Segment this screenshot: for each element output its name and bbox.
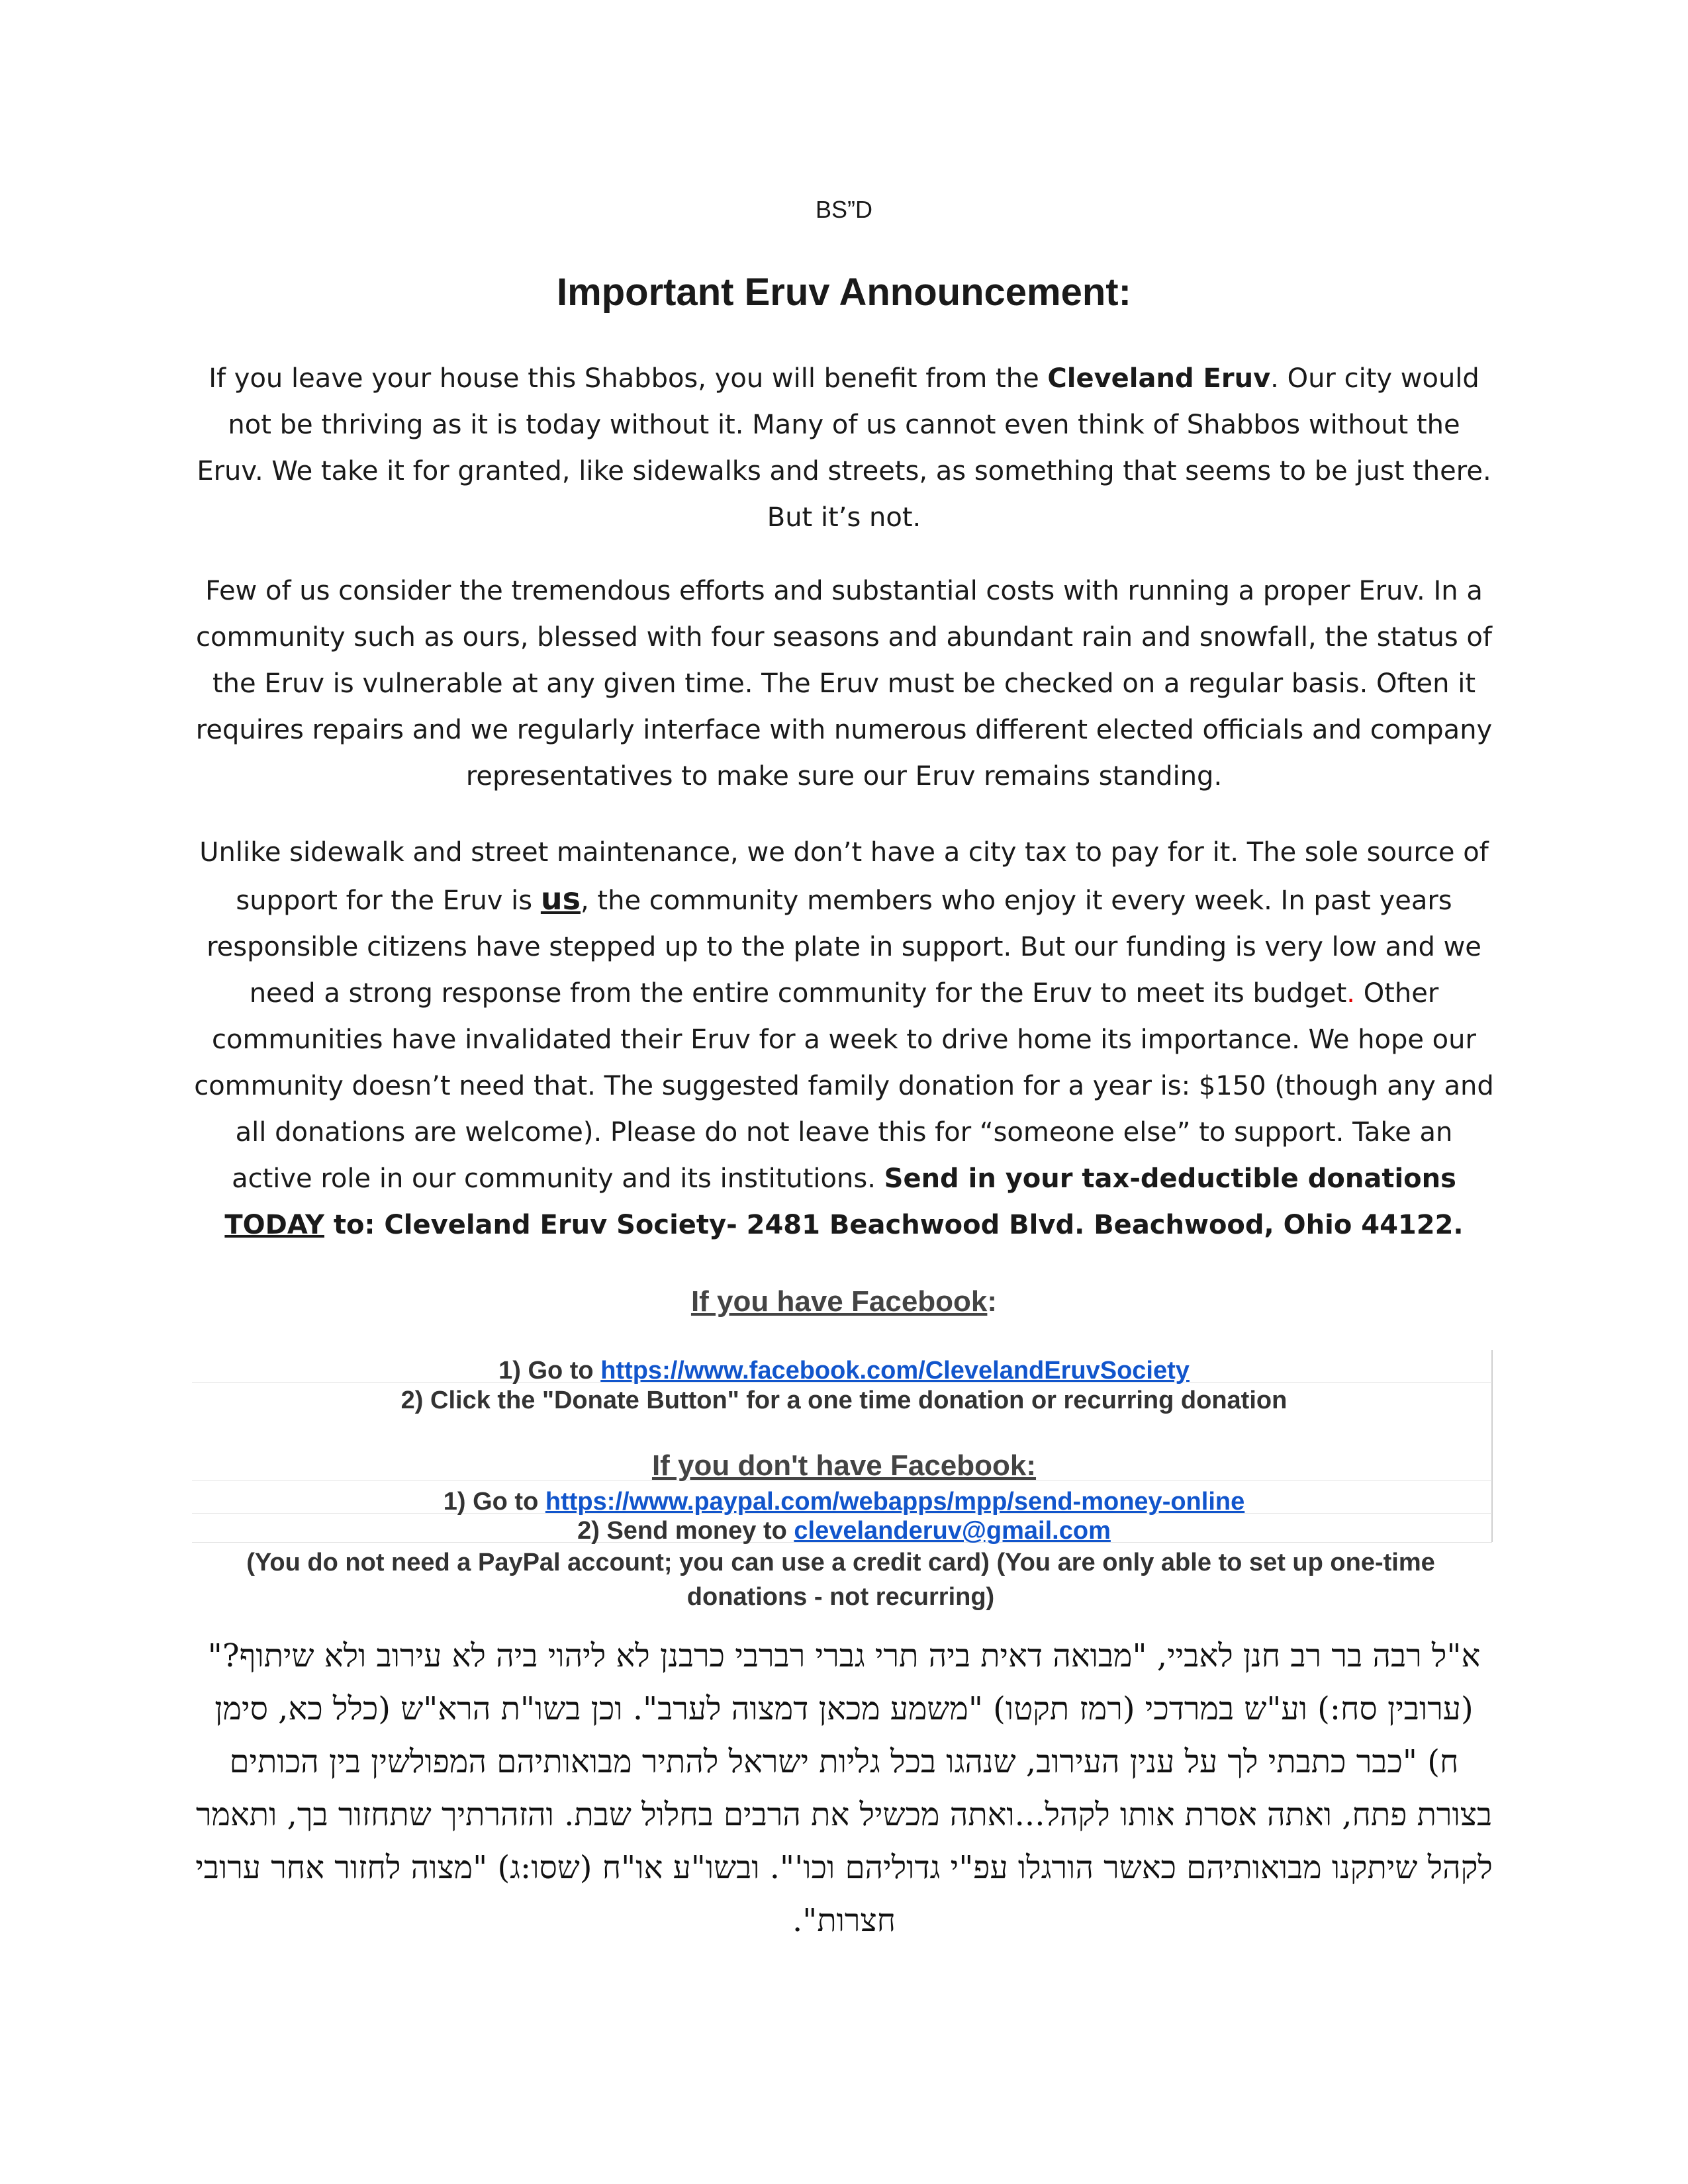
no-facebook-heading <box>0 1449 1688 1482</box>
paypal-link[interactable]: https://www.paypal.com/webapps/mpp/send-money-online <box>545 1488 1245 1516</box>
intro-paragraph <box>192 355 1496 541</box>
facebook-heading-colon: : <box>987 1285 998 1318</box>
paypal-note: (You do not need a PayPal account; you can use a credit card) (You are only able to set up one-time donations - not recurring) <box>246 1549 1435 1611</box>
page-title: Important Eruv Announcement: <box>557 271 1131 314</box>
no-facebook-heading-text: If you don't have Facebook: <box>651 1449 1037 1482</box>
efforts-paragraph: Few of us consider the tremendous efforts and substantial costs with running a proper Eruv. In a community such as ours, blessed with four seasons and abundant rain and snowfall, the status of the Eruv is vulnerable at any given time. The Eruv must be checked on a regular basis. Often it requires repairs and we regularly interface with numerous different elected officials and company representatives to make sure our Eruv remains standing. <box>195 576 1493 792</box>
cleveland-eruv-emphasis: Cleveland Eruv <box>1047 363 1271 394</box>
support-paragraph <box>192 829 1496 1248</box>
facebook-heading <box>0 1285 1688 1318</box>
paypal-step-2-label: 2) Send money to <box>577 1517 794 1545</box>
facebook-heading-text: If you have Facebook <box>690 1285 988 1318</box>
mailing-address: to: Cleveland Eruv Society- 2481 Beachwood Blvd. Beachwood, Ohio 44122. <box>324 1210 1464 1240</box>
facebook-step-1-label: 1) Go to <box>498 1357 601 1385</box>
facebook-page-link[interactable]: https://www.facebook.com/ClevelandEruvSociety <box>600 1357 1190 1385</box>
hebrew-sources-paragraph: א"ל רבה בר רב חנן לאביי, "מבואה דאית ביה תרי גברי רברבי כרבנן לא ליהוי ביה לא עירוב ולא שיתוף?" (ערובין סח:) וע"ש במרדכי (רמז תקטו) "משמע מכאן דמצוה לערב". וכן בשו"ת הרא"ש (כלל כא, סימן ח) "כבר כתבתי לך על ענין העירוב, שנהגו בכל גליות ישראל להתיר מבואותיהם המפולשין בין הכותים בצורת פתח, ואתה אסרת אותו לקהל...ואתה מכשיל את הרבים בחלול שבת. והזהרתיך שתחזור בך, ותאמר לקהל שיתקנו מבואותיהם כאשר הורגלו עפ"י גדוליהם וכו'". ובשו"ע או"ח (שסו:ג) "מצוה לחזור אחר ערובי חצרות". <box>195 1637 1493 1939</box>
intro-text-2: . Our city would not be thriving as it is today without it. Many of us cannot even think of Shabbos without the Eruv. We take it for granted, like sidewalks and streets, as something that seems to be just there. But it’s not. <box>197 363 1491 533</box>
facebook-step-1 <box>0 1357 1688 1385</box>
paypal-step-1 <box>0 1488 1688 1516</box>
support-text-1: Unlike sidewalk and street maintenance, we don’t have a city tax to pay for it. The sole source of support for the Eruv is <box>199 837 1489 916</box>
support-text-3: Other communities have invalidated their Eruv for a week to drive home its importance. We hope our community doesn’t need that. The suggested family donation for a year is: $150 (though any and all donations are welcome). Please do not leave this for “someone else” to support. Take an active role in our community and its institutions. <box>194 978 1494 1194</box>
paypal-step-2 <box>0 1517 1688 1545</box>
bsd-header: BS”D <box>815 196 872 223</box>
support-text-2: , the community members who enjoy it every week. In past years responsible citizens have stepped up to the plate in support. But our funding is very low and we need a strong response from the entire community for the Eruv to meet its budget <box>207 886 1481 1009</box>
today-emphasis: TODAY <box>224 1210 324 1240</box>
facebook-step-2: 2) Click the "Donate Button" for a one time donation or recurring donation <box>400 1387 1288 1414</box>
red-period: . <box>1346 978 1355 1009</box>
send-donations-bold: Send in your tax-deductible donations <box>884 1163 1456 1194</box>
us-emphasis: us <box>540 881 581 917</box>
intro-text-1: If you leave your house this Shabbos, you will benefit from the <box>209 363 1048 394</box>
email-link[interactable]: clevelanderuv@gmail.com <box>794 1517 1111 1545</box>
paypal-step-1-label: 1) Go to <box>443 1488 545 1516</box>
